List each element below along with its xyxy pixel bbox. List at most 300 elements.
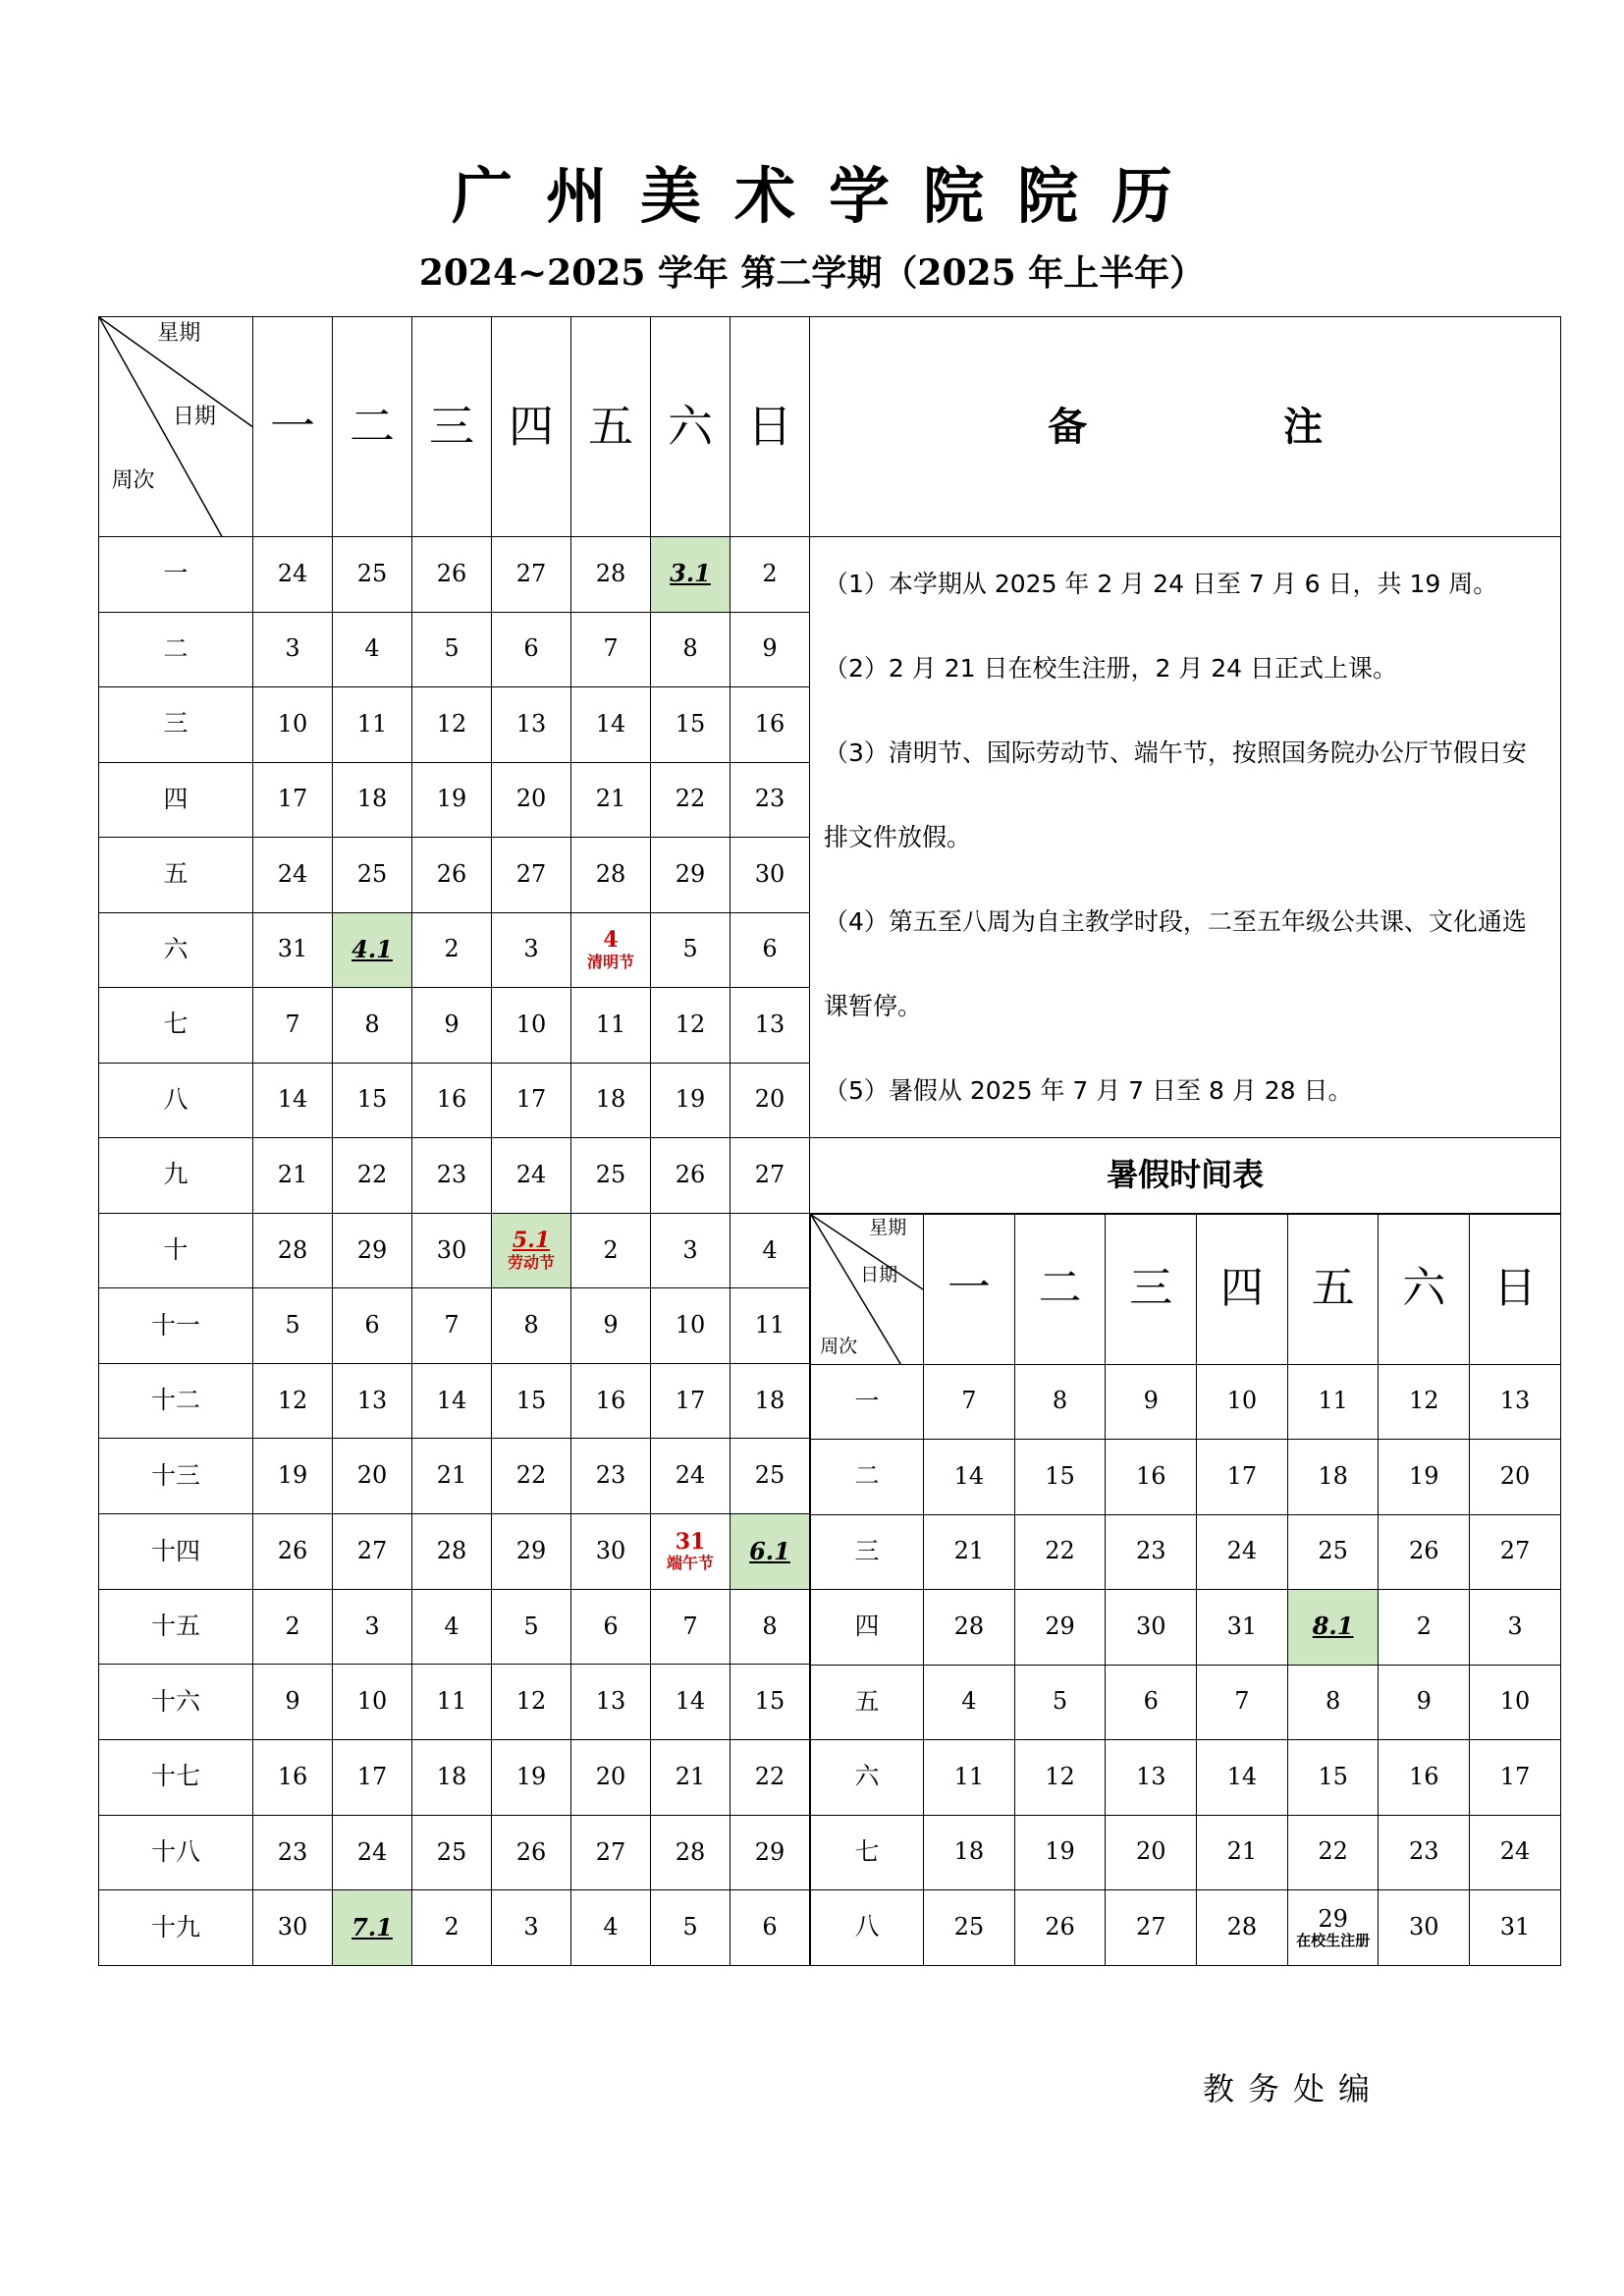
date-cell	[731, 1815, 810, 1890]
date-value: 6	[523, 634, 539, 663]
date-cell	[731, 838, 810, 913]
page-subtitle: 2024~2025 学年 第二学期（2025 年上半年）	[418, 252, 1206, 294]
date-value: 17	[356, 1763, 388, 1790]
date-value: 28	[436, 1537, 467, 1565]
date-value: 29	[754, 1837, 785, 1866]
date-value: 15	[754, 1687, 785, 1716]
summer-header-row	[811, 1214, 1561, 1364]
date-cell	[492, 687, 571, 763]
week-number: 十六	[99, 1665, 253, 1740]
summer-date-cell	[1106, 1590, 1197, 1666]
week-number: 一	[99, 537, 253, 613]
summer-date-cell	[1470, 1590, 1561, 1666]
date-cell	[412, 1739, 492, 1815]
summer-date-cell	[1197, 1665, 1288, 1740]
date-cell	[651, 1815, 731, 1890]
date-cell	[651, 1213, 731, 1288]
date-value: 6	[762, 935, 778, 963]
weekday-header: 日	[731, 317, 810, 537]
date-value: 6	[1143, 1687, 1159, 1716]
date-cell	[571, 1890, 651, 1966]
date-cell	[492, 1589, 571, 1665]
date-cell	[571, 1589, 651, 1665]
date-cell	[651, 912, 731, 988]
date-value: 7	[444, 1311, 460, 1339]
summer-date-cell	[1197, 1815, 1288, 1890]
date-value: 23	[277, 1837, 308, 1866]
date-cell	[253, 612, 333, 687]
date-cell	[333, 912, 412, 988]
summer-date-cell	[1287, 1514, 1379, 1590]
date-value: 18	[1318, 1461, 1348, 1490]
weekday-header: 五	[571, 317, 651, 537]
week-row	[99, 537, 1561, 613]
date-value: 29	[1045, 1612, 1075, 1640]
date-cell	[492, 1815, 571, 1890]
holiday-date: 4	[603, 927, 619, 954]
date-value: 26	[515, 1837, 547, 1866]
page-title: 广州美术学院院历	[451, 160, 1206, 232]
date-value: 7	[1234, 1687, 1250, 1716]
summer-date-cell	[924, 1364, 1015, 1440]
date-value: 4	[603, 1913, 619, 1941]
summer-date-cell	[924, 1665, 1015, 1740]
date-value: 9	[444, 1010, 460, 1038]
remark-note: （5）暑假从 2025 年 7 月 7 日至 8 月 28 日。	[824, 1075, 1353, 1105]
date-value: 30	[1409, 1912, 1439, 1941]
summer-date-cell	[924, 1590, 1015, 1666]
summer-date-cell	[1014, 1665, 1106, 1740]
summer-date-cell	[1197, 1740, 1288, 1816]
date-value: 16	[754, 709, 785, 738]
summer-week-row	[811, 1665, 1561, 1740]
date-cell	[333, 1363, 412, 1439]
date-cell	[492, 988, 571, 1064]
date-value: 8	[1052, 1387, 1068, 1415]
date-value: 11	[754, 1311, 785, 1339]
week-number: 十九	[99, 1890, 253, 1966]
month-start-date: 8.1	[1312, 1612, 1354, 1641]
date-value: 26	[277, 1537, 308, 1565]
date-cell	[731, 1138, 810, 1214]
date-cell	[571, 1363, 651, 1439]
date-value: 3	[364, 1612, 380, 1640]
date-cell	[651, 1063, 731, 1138]
date-cell	[253, 912, 333, 988]
date-value: 14	[953, 1461, 985, 1490]
weekday-header: 二	[333, 317, 412, 537]
date-value: 29	[515, 1537, 547, 1565]
date-value: 13	[1499, 1387, 1531, 1415]
date-value: 16	[1135, 1461, 1166, 1490]
date-value: 14	[595, 709, 626, 738]
date-value: 31	[1226, 1612, 1258, 1640]
date-cell	[253, 1665, 333, 1740]
weekday-header: 一	[253, 317, 333, 537]
date-cell	[492, 537, 571, 613]
date-cell	[253, 1815, 333, 1890]
date-cell	[333, 1890, 412, 1966]
summer-week-number: 一	[811, 1364, 924, 1440]
date-value: 2	[444, 1913, 460, 1941]
date-value: 26	[1409, 1537, 1439, 1565]
summer-weekday-header: 日	[1470, 1214, 1561, 1364]
date-value: 9	[285, 1687, 300, 1716]
date-value: 25	[436, 1837, 467, 1866]
date-value: 27	[595, 1837, 626, 1866]
summer-week-number: 七	[811, 1815, 924, 1890]
date-value: 11	[436, 1687, 467, 1716]
date-value: 12	[277, 1386, 308, 1414]
date-value: 18	[356, 785, 388, 813]
summer-corner-cell	[811, 1214, 924, 1364]
week-number: 十三	[99, 1439, 253, 1514]
date-value: 27	[1135, 1912, 1166, 1941]
date-value: 30	[277, 1913, 308, 1941]
date-value: 28	[953, 1612, 985, 1640]
date-cell	[253, 1739, 333, 1815]
summer-week-number: 八	[811, 1890, 924, 1966]
date-value: 8	[364, 1010, 380, 1038]
date-cell	[412, 537, 492, 613]
remark-note: （2）2 月 21 日在校生注册，2 月 24 日正式上课。	[824, 653, 1398, 683]
date-value: 24	[356, 1837, 388, 1866]
summer-date-cell	[1379, 1815, 1470, 1890]
date-value: 18	[953, 1837, 985, 1866]
date-cell	[333, 1138, 412, 1214]
date-value: 2	[285, 1612, 300, 1640]
summer-week-number: 六	[811, 1740, 924, 1816]
calendar-table	[98, 316, 1561, 1966]
date-value: 5	[444, 634, 460, 663]
date-cell	[412, 612, 492, 687]
date-value: 16	[1409, 1762, 1439, 1790]
date-cell	[731, 1363, 810, 1439]
corner-week-label: 周次	[820, 1336, 858, 1358]
date-value: 4	[961, 1687, 977, 1716]
date-cell	[731, 1890, 810, 1966]
date-cell	[253, 1890, 333, 1966]
date-value: 2	[603, 1235, 619, 1264]
summer-date-cell	[1106, 1514, 1197, 1590]
date-value: 13	[515, 709, 547, 738]
date-value: 15	[1045, 1461, 1075, 1490]
date-value: 16	[277, 1763, 308, 1790]
date-cell	[651, 1138, 731, 1214]
calendar-header-row	[99, 317, 1561, 537]
date-cell	[253, 1439, 333, 1514]
date-value: 11	[595, 1010, 626, 1038]
holiday-date: 31	[675, 1529, 706, 1556]
summer-week-row	[811, 1590, 1561, 1666]
date-cell	[412, 988, 492, 1064]
date-cell	[571, 1138, 651, 1214]
date-value: 19	[515, 1763, 547, 1790]
date-value: 9	[1143, 1387, 1159, 1415]
date-cell	[412, 1439, 492, 1514]
date-cell	[492, 1138, 571, 1214]
date-cell	[731, 1288, 810, 1364]
summer-date-cell	[1014, 1364, 1106, 1440]
date-cell	[492, 1665, 571, 1740]
date-value: 25	[356, 559, 388, 587]
date-cell	[651, 838, 731, 913]
date-cell	[571, 838, 651, 913]
summer-date-cell	[1287, 1665, 1379, 1740]
date-value: 21	[277, 1160, 308, 1188]
date-value: 21	[595, 785, 626, 813]
date-cell	[412, 1288, 492, 1364]
week-number: 十七	[99, 1739, 253, 1815]
date-cell	[571, 612, 651, 687]
date-value: 20	[1135, 1837, 1166, 1866]
date-cell	[651, 988, 731, 1064]
date-cell	[571, 762, 651, 838]
date-value: 5	[285, 1311, 300, 1339]
summer-date-cell	[1106, 1890, 1197, 1966]
holiday-name: 劳动节	[507, 1252, 555, 1272]
summer-date-cell	[1014, 1590, 1106, 1666]
date-cell	[253, 1363, 333, 1439]
date-cell	[571, 912, 651, 988]
summer-date-cell	[1287, 1364, 1379, 1440]
date-cell	[253, 762, 333, 838]
week-number: 十五	[99, 1589, 253, 1665]
date-cell	[333, 1815, 412, 1890]
date-value: 8	[523, 1311, 539, 1339]
date-value: 16	[436, 1085, 467, 1114]
summer-week-row	[811, 1890, 1561, 1966]
date-cell	[571, 1063, 651, 1138]
date-value: 5	[682, 935, 698, 963]
date-cell	[253, 687, 333, 763]
summer-date-cell	[1014, 1890, 1106, 1966]
date-value: 18	[436, 1763, 467, 1790]
date-cell	[571, 687, 651, 763]
summer-date-cell	[1379, 1890, 1470, 1966]
date-cell	[492, 1213, 571, 1288]
summer-date-cell	[1014, 1740, 1106, 1816]
summer-date-cell	[1197, 1440, 1288, 1515]
weekday-header: 三	[412, 317, 492, 537]
date-value: 3	[1507, 1612, 1523, 1640]
date-cell	[333, 762, 412, 838]
date-value: 2	[444, 935, 460, 963]
date-cell	[412, 1213, 492, 1288]
date-value: 21	[953, 1537, 985, 1565]
remark-note: （3）清明节、国际劳动节、端午节，按照国务院办公厅节假日安排文件放假。	[824, 738, 1527, 851]
date-value: 28	[595, 859, 626, 888]
date-cell	[492, 1739, 571, 1815]
date-cell	[651, 1439, 731, 1514]
date-value: 22	[1045, 1537, 1075, 1565]
date-value: 13	[1135, 1762, 1166, 1790]
date-value: 4	[444, 1612, 460, 1640]
summer-week-number: 五	[811, 1665, 924, 1740]
week-number: 十	[99, 1213, 253, 1288]
date-cell	[333, 537, 412, 613]
date-value: 25	[356, 859, 388, 888]
summer-week-row	[811, 1815, 1561, 1890]
date-value: 23	[754, 785, 785, 813]
date-value: 26	[436, 859, 467, 888]
date-value: 20	[754, 1085, 785, 1114]
date-cell	[412, 1815, 492, 1890]
date-value: 14	[1226, 1762, 1258, 1790]
summer-date-cell	[1014, 1815, 1106, 1890]
date-value: 23	[1135, 1537, 1166, 1565]
summer-week-number: 三	[811, 1514, 924, 1590]
date-value: 22	[1318, 1837, 1348, 1866]
summer-date-cell	[1197, 1590, 1288, 1666]
date-cell	[412, 1363, 492, 1439]
date-cell	[571, 1213, 651, 1288]
summer-week-number: 四	[811, 1590, 924, 1666]
summer-date-cell	[1470, 1815, 1561, 1890]
date-value: 12	[1045, 1762, 1075, 1790]
date-value: 25	[595, 1160, 626, 1188]
date-value: 24	[1499, 1837, 1531, 1866]
date-value: 25	[1318, 1537, 1348, 1565]
registration-note: 在校生注册	[1296, 1931, 1371, 1949]
date-cell	[571, 537, 651, 613]
date-value: 28	[1226, 1912, 1258, 1941]
date-value: 7	[603, 634, 619, 663]
date-value: 30	[436, 1235, 467, 1264]
date-cell	[253, 1514, 333, 1590]
week-number: 十一	[99, 1288, 253, 1364]
date-cell	[253, 838, 333, 913]
date-value: 14	[277, 1085, 308, 1114]
corner-week-label: 周次	[111, 467, 155, 493]
date-value: 12	[515, 1687, 547, 1716]
date-value: 22	[515, 1461, 547, 1490]
date-value: 9	[603, 1311, 619, 1339]
remarks-heading: 备注	[810, 317, 1561, 537]
date-value: 25	[953, 1912, 985, 1941]
summer-date-cell	[1197, 1364, 1288, 1440]
date-cell	[651, 1589, 731, 1665]
summer-date-cell	[1106, 1815, 1197, 1890]
date-value: 16	[595, 1386, 626, 1414]
date-value: 4	[364, 634, 380, 663]
corner-weekday-label: 星期	[869, 1216, 907, 1238]
date-value: 10	[356, 1687, 388, 1716]
date-cell	[333, 988, 412, 1064]
date-value: 18	[754, 1386, 785, 1414]
date-cell	[492, 1439, 571, 1514]
date-value: 10	[277, 709, 308, 738]
date-value: 22	[675, 785, 706, 813]
summer-date-cell	[1379, 1440, 1470, 1515]
remark-note: （4）第五至八周为自主教学时段，二至五年级公共课、文化通选课暂停。	[824, 906, 1527, 1020]
date-value: 20	[515, 785, 547, 813]
summer-date-cell	[924, 1740, 1015, 1816]
date-value: 5	[523, 1612, 539, 1640]
date-cell	[492, 762, 571, 838]
date-cell	[571, 1514, 651, 1590]
summer-date-cell	[1379, 1364, 1470, 1440]
holiday-name: 清明节	[586, 952, 634, 971]
date-value: 24	[277, 859, 308, 888]
date-value: 7	[682, 1612, 698, 1640]
summer-date-cell	[1106, 1364, 1197, 1440]
date-cell	[651, 1665, 731, 1740]
date-value: 12	[1409, 1387, 1439, 1415]
date-value: 12	[436, 709, 467, 738]
date-value: 21	[675, 1763, 706, 1790]
summer-date-cell	[1470, 1440, 1561, 1515]
summer-date-cell	[1014, 1440, 1106, 1515]
date-cell	[253, 1138, 333, 1214]
date-cell	[333, 1589, 412, 1665]
date-value: 24	[675, 1461, 706, 1490]
date-value: 15	[515, 1386, 547, 1414]
date-value: 27	[754, 1160, 785, 1188]
date-value: 13	[356, 1386, 388, 1414]
summer-week-row	[811, 1440, 1561, 1515]
date-cell	[731, 1063, 810, 1138]
date-cell	[731, 537, 810, 613]
date-value: 11	[953, 1762, 985, 1790]
date-cell	[412, 1138, 492, 1214]
date-value: 13	[595, 1687, 626, 1716]
date-value: 27	[515, 559, 547, 587]
date-cell	[492, 612, 571, 687]
date-value: 6	[364, 1311, 380, 1339]
date-cell	[492, 838, 571, 913]
date-value: 27	[515, 859, 547, 888]
week-number: 十四	[99, 1514, 253, 1590]
week-number: 四	[99, 762, 253, 838]
date-value: 3	[523, 935, 539, 963]
date-value: 29	[675, 859, 706, 888]
summer-date-cell	[1197, 1890, 1288, 1966]
date-cell	[412, 1514, 492, 1590]
date-value: 27	[1499, 1537, 1531, 1565]
date-value: 31	[277, 935, 308, 963]
summer-date-cell	[924, 1514, 1015, 1590]
date-value: 30	[595, 1537, 626, 1565]
summer-date-cell	[1379, 1740, 1470, 1816]
summer-date-cell	[1470, 1890, 1561, 1966]
date-cell	[731, 1589, 810, 1665]
remarks-notes	[810, 537, 1561, 1138]
date-value: 6	[762, 1913, 778, 1941]
date-cell	[731, 687, 810, 763]
date-value: 23	[595, 1461, 626, 1490]
week-number: 九	[99, 1138, 253, 1214]
date-value: 10	[1499, 1687, 1531, 1716]
date-cell	[731, 762, 810, 838]
date-value: 8	[762, 1612, 778, 1640]
date-value: 30	[754, 859, 785, 888]
summer-weekday-header: 四	[1197, 1214, 1288, 1364]
date-cell	[571, 1439, 651, 1514]
date-cell	[253, 1063, 333, 1138]
month-start-date: 6.1	[749, 1536, 790, 1565]
summer-date-cell	[1470, 1364, 1561, 1440]
month-start-date: 7.1	[352, 1912, 393, 1941]
date-value: 4	[762, 1235, 778, 1264]
date-value: 23	[436, 1160, 467, 1188]
date-value: 27	[356, 1537, 388, 1565]
summer-date-cell	[1379, 1514, 1470, 1590]
date-cell	[253, 988, 333, 1064]
summer-date-cell	[1106, 1665, 1197, 1740]
date-value: 15	[1318, 1762, 1348, 1790]
date-value: 26	[675, 1160, 706, 1188]
